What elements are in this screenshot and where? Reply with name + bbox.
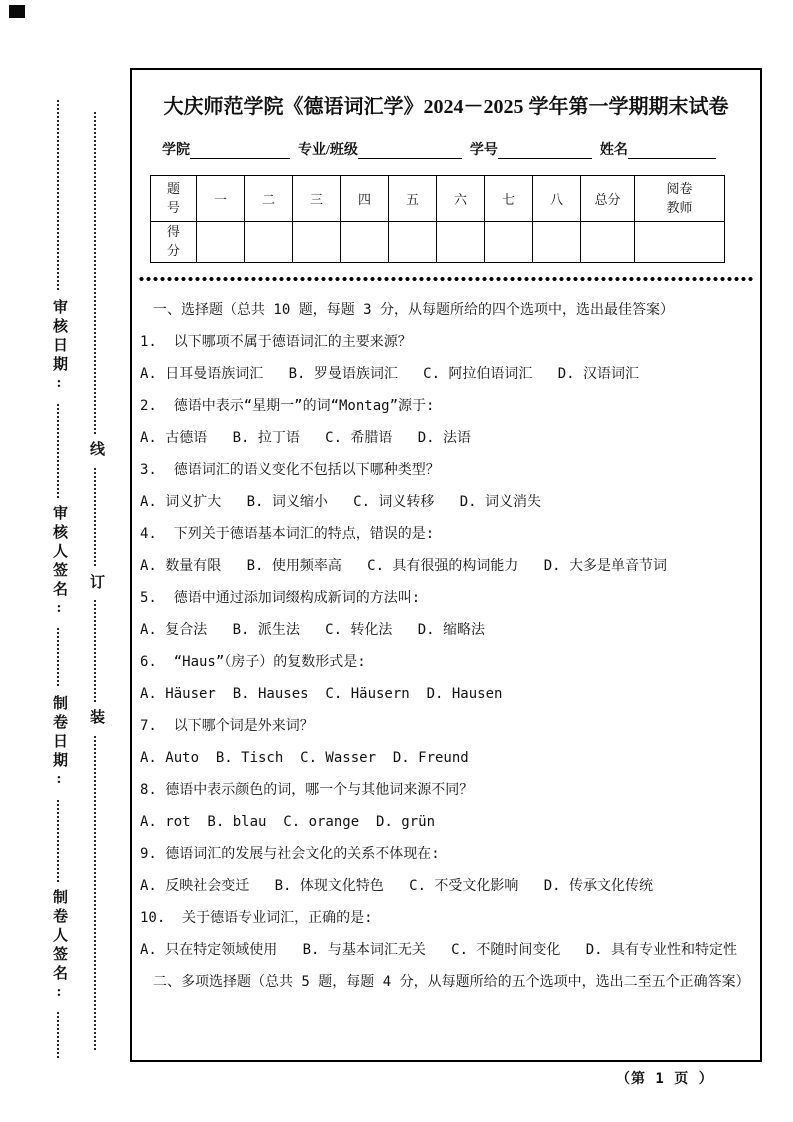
score-col-3: 三	[293, 176, 341, 222]
question-4-stem: 4. 下列关于德语基本词汇的特点，错误的是:	[140, 525, 435, 542]
binding-label-maker-signature: 制卷人签名:	[49, 882, 70, 1011]
dotted-separator	[138, 276, 754, 282]
student-id-blank	[498, 142, 592, 159]
binding-char-ding: 订	[86, 567, 107, 600]
binding-line-labels	[51, 100, 67, 1058]
score-col-8: 八	[533, 176, 581, 222]
score-col-7: 七	[485, 176, 533, 222]
score-col-grader	[635, 176, 725, 222]
question-5-options: A. 复合法 B. 派生法 C. 转化法 D. 缩略法	[140, 621, 486, 638]
question-1-stem: 1. 以下哪项不属于德语词汇的主要来源？	[140, 333, 412, 350]
major-blank	[358, 142, 462, 159]
score-col-4: 四	[341, 176, 389, 222]
binding-char-zhuang: 装	[86, 702, 107, 735]
score-cell-empty-grader	[635, 222, 725, 263]
exam-title: 大庆师范学院《德语词汇学》2024－2025 学年第一学期期末试卷	[163, 96, 729, 118]
score-table-header-row	[151, 176, 725, 222]
name-blank	[628, 142, 716, 159]
score-cell-empty-4	[341, 222, 389, 263]
score-col-6: 六	[437, 176, 485, 222]
question-2-options: A. 古德语 B. 拉丁语 C. 希腊语 D. 法语	[140, 429, 472, 446]
section-heading-multi-choice: 二、多项选择题（总共 5 题，每题 4 分，从每题所给的五个选项中，选出二至五个正确答案）	[153, 973, 750, 990]
score-col-2: 二	[245, 176, 293, 222]
question-3-options: A. 词义扩大 B. 词义缩小 C. 词义转移 D. 词义消失	[140, 493, 542, 510]
binding-line-staple	[88, 112, 104, 1050]
question-6-options: A. Häuser B. Hauses C. Häusern D. Hausen	[140, 685, 503, 702]
score-col-5: 五	[389, 176, 437, 222]
question-6-stem: 6. “Haus”（房子）的复数形式是:	[140, 653, 366, 670]
score-cell-empty-5	[389, 222, 437, 263]
score-cell-empty-3	[293, 222, 341, 263]
question-7-options: A. Auto B. Tisch C. Wasser D. Freund	[140, 749, 469, 766]
question-1-options: A. 日耳曼语族词汇 B. 罗曼语族词汇 C. 阿拉伯语词汇 D. 汉语词汇	[140, 365, 640, 382]
question-7-stem: 7. 以下哪个词是外来词？	[140, 717, 314, 734]
field-label-college: 学院	[162, 143, 190, 158]
student-info-row	[162, 139, 752, 159]
question-9-options: A. 反映社会变迁 B. 体现文化特色 C. 不受文化影响 D. 传承文化传统	[140, 877, 654, 894]
score-cell-empty-total	[581, 222, 635, 263]
question-8-stem: 8. 德语中表示颜色的词，哪一个与其他词来源不同？	[140, 781, 474, 798]
score-table	[150, 175, 725, 263]
score-cell-empty-7	[485, 222, 533, 263]
score-table-score-row	[151, 222, 725, 263]
exam-sheet	[130, 68, 762, 1062]
binding-label-review-date: 审核日期:	[49, 292, 70, 402]
question-4-options: A. 数量有限 B. 使用频率高 C. 具有很强的构词能力 D. 大多是单音节词	[140, 557, 668, 574]
section-heading-single-choice: 一、选择题（总共 10 题，每题 3 分，从每题所给的四个选项中，选出最佳答案）	[153, 301, 674, 318]
field-label-student-id: 学号	[469, 143, 498, 158]
question-5-stem: 5. 德语中通过添加词缀构成新词的方法叫:	[140, 589, 421, 606]
question-10-options: A. 只在特定领域使用 B. 与基本词汇无关 C. 不随时间变化 D. 具有专业性和特定性	[140, 941, 738, 958]
binding-label-reviewer-signature: 审核人签名:	[49, 498, 70, 627]
score-cell-empty-1	[197, 222, 245, 263]
score-corner-question-number	[151, 176, 197, 222]
score-corner-label: 题号	[166, 180, 180, 215]
question-10-stem: 10. 关于德语专业词汇，正确的是:	[140, 909, 373, 926]
binding-label-maker-date: 制卷日期:	[49, 688, 70, 798]
score-corner-score-label: 得分	[166, 224, 180, 258]
college-blank	[190, 142, 290, 159]
questions-area	[140, 294, 752, 998]
field-label-major: 专业/班级	[298, 143, 358, 158]
score-cell-empty-2	[245, 222, 293, 263]
question-8-options: A. rot B. blau C. orange D. grün	[140, 813, 436, 830]
question-3-stem: 3. 德语词汇的语义变化不包括以下哪种类型？	[140, 461, 440, 478]
binding-char-xian: 线	[86, 434, 107, 467]
score-col-total: 总分	[581, 176, 635, 222]
question-2-stem: 2. 德语中表示“星期一”的词“Montag”源于:	[140, 397, 435, 414]
page-footer: （第 1 页 ）	[616, 1071, 714, 1087]
score-col-1: 一	[197, 176, 245, 222]
question-9-stem: 9. 德语词汇的发展与社会文化的关系不体现在:	[140, 845, 440, 862]
grader-label: 阅卷教师	[666, 180, 693, 215]
score-corner-score	[151, 222, 197, 263]
score-cell-empty-6	[437, 222, 485, 263]
scan-corner-mark	[9, 5, 25, 18]
field-label-name: 姓名	[599, 143, 628, 158]
score-cell-empty-8	[533, 222, 581, 263]
